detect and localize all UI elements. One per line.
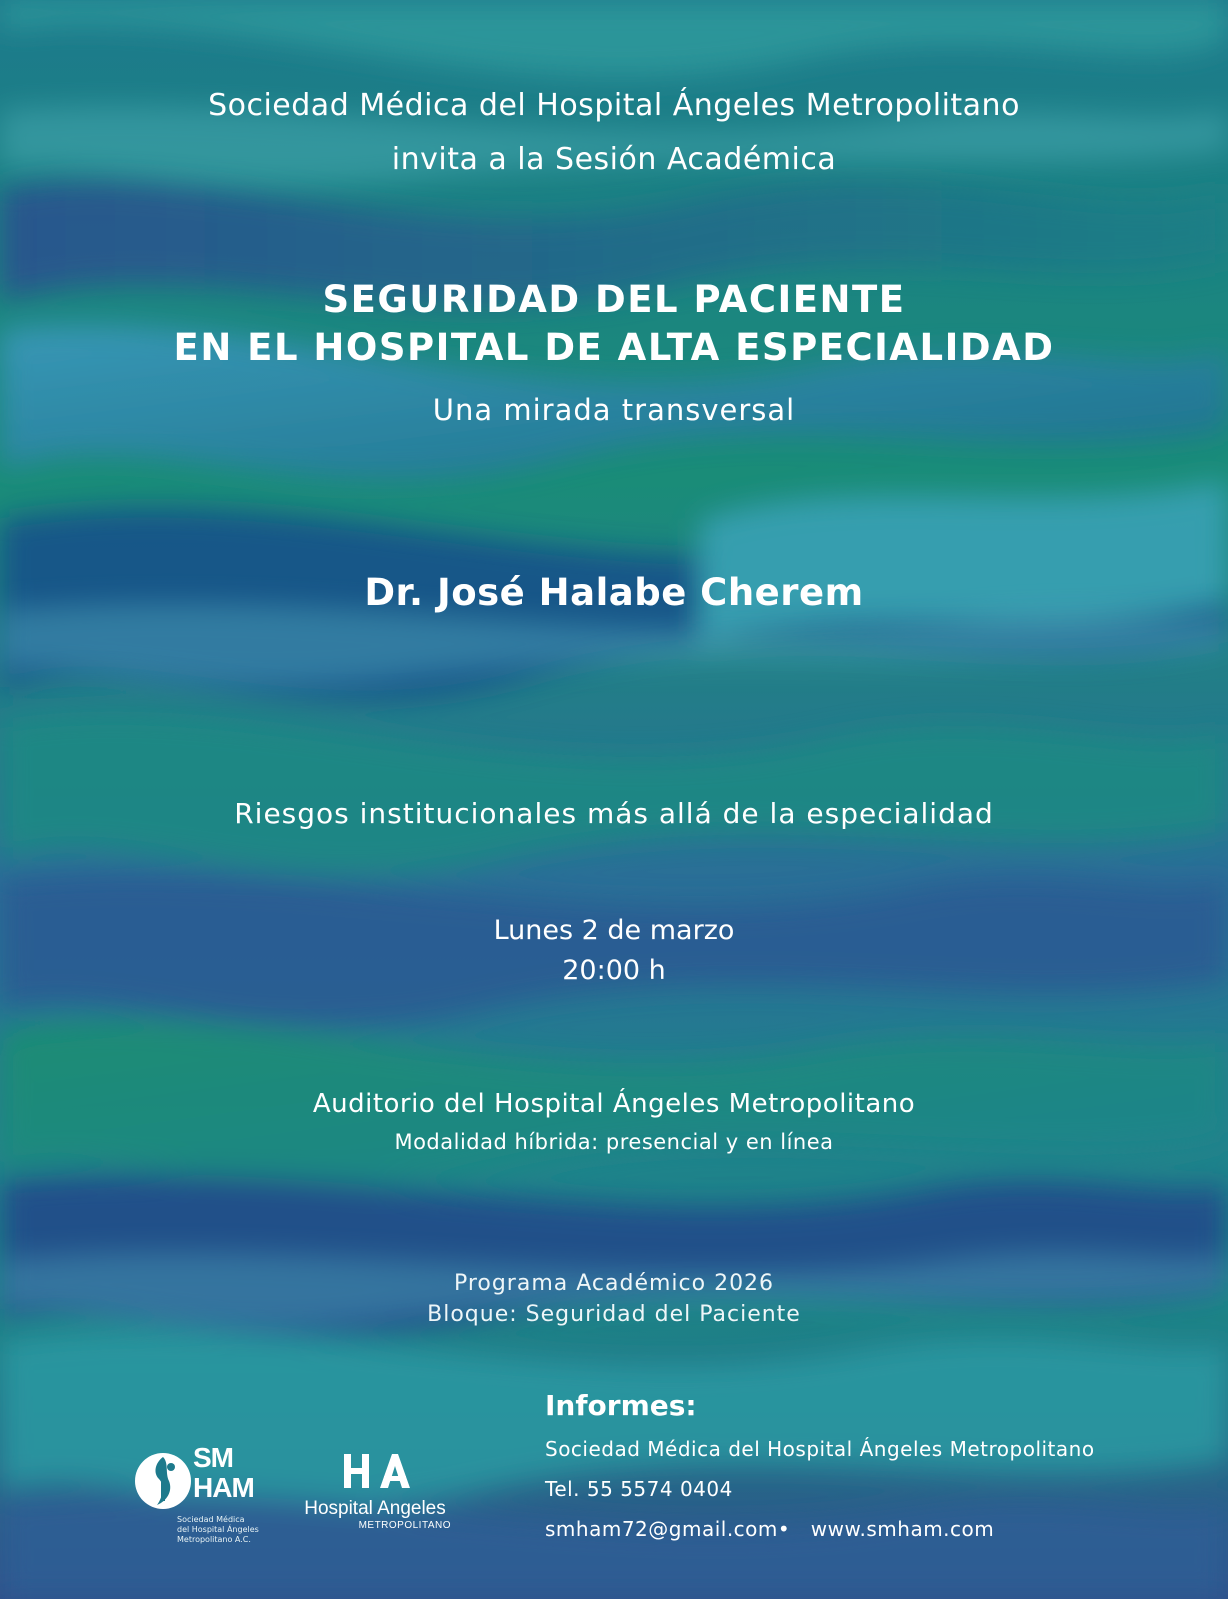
smham-caption-line: Metropolitano A.C. [177, 1535, 251, 1544]
program-name: Programa Académico 2026 [453, 1271, 775, 1296]
contact-website[interactable]: www.smham.com [810, 1517, 995, 1541]
program-block: Bloque: Seguridad del Paciente [427, 1302, 801, 1327]
hospital-angeles-emblem-icon [340, 1452, 410, 1490]
contact-organization: Sociedad Médica del Hospital Ángeles Metropolitano [545, 1437, 1095, 1461]
host-line: Sociedad Médica del Hospital Ángeles Metropolitano [208, 88, 1020, 123]
event-subtitle: Una mirada transversal [432, 393, 796, 427]
event-title-line2: EN EL HOSPITAL DE ALTA ESPECIALIDAD [173, 326, 1055, 369]
contact-separator: • [777, 1517, 791, 1541]
event-time: 20:00 h [562, 955, 666, 986]
hospital-angeles-logo [295, 1452, 455, 1552]
contact-heading: Informes: [545, 1389, 697, 1422]
invitation-line: invita a la Sesión Académica [391, 142, 837, 177]
smham-abbreviation: SM HAM [193, 1442, 254, 1503]
event-title-line1: SEGURIDAD DEL PACIENTE [322, 278, 906, 321]
hospital-name: Hospital Angeles [304, 1498, 446, 1519]
hospital-subname: METROPOLITANO [358, 1520, 451, 1531]
contact-email-web [545, 1517, 994, 1541]
smham-caption-line: Sociedad Médica [177, 1515, 245, 1524]
venue-name: Auditorio del Hospital Ángeles Metropolitano [312, 1089, 916, 1119]
speaker-name: Dr. José Halabe Cherem [364, 571, 864, 614]
contact-email[interactable]: smham72@gmail.com [545, 1517, 778, 1541]
session-topic: Riesgos institucionales más allá de la especialidad [234, 797, 994, 830]
smham-caption [177, 1515, 259, 1545]
contact-phone[interactable]: Tel. 55 5574 0404 [545, 1477, 733, 1501]
smham-caption-line: del Hospital Ángeles [177, 1525, 259, 1534]
smham-logo [133, 1442, 263, 1557]
event-date: Lunes 2 de marzo [493, 915, 735, 946]
venue-modality: Modalidad híbrida: presencial y en línea [394, 1130, 834, 1154]
